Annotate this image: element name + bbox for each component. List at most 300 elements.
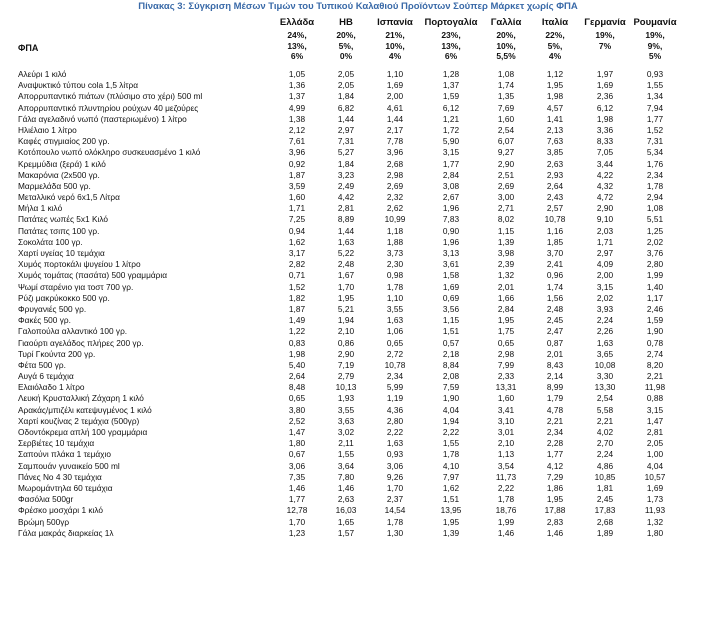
price-cell: 9,26 bbox=[386, 471, 404, 482]
price-cell: 1,32 bbox=[646, 516, 664, 527]
vat-rate: 20%, bbox=[336, 30, 356, 40]
price-cell: 1,85 bbox=[546, 236, 564, 247]
price-cell: 2,67 bbox=[442, 192, 460, 203]
price-cell: 6,12 bbox=[596, 102, 614, 113]
vat-rate: 19%, bbox=[595, 30, 615, 40]
price-cell: 4,61 bbox=[386, 102, 404, 113]
table-row bbox=[0, 427, 716, 438]
price-cell: 1,23 bbox=[288, 527, 306, 538]
price-cell: 1,77 bbox=[546, 449, 564, 460]
price-cell: 17,88 bbox=[544, 505, 566, 516]
price-cell: 13,31 bbox=[495, 382, 517, 393]
price-cell: 0,92 bbox=[288, 158, 306, 169]
table-row bbox=[0, 304, 716, 315]
table-row bbox=[0, 293, 716, 304]
price-cell: 2,97 bbox=[596, 248, 614, 258]
price-cell: 1,67 bbox=[337, 270, 355, 281]
price-cell: 1,78 bbox=[386, 516, 404, 527]
price-cell: 1,78 bbox=[442, 449, 460, 460]
price-cell: 4,04 bbox=[646, 460, 664, 471]
table-row bbox=[0, 214, 716, 225]
table-row bbox=[0, 393, 716, 404]
product-name: Φρέσκο μοσχάρι 1 κιλό bbox=[18, 505, 103, 516]
table-row bbox=[0, 103, 716, 114]
price-cell: 1,98 bbox=[596, 113, 614, 124]
price-cell: 1,41 bbox=[546, 113, 564, 124]
price-cell: 3,44 bbox=[596, 158, 614, 169]
price-cell: 2,00 bbox=[386, 91, 404, 102]
price-cell: 7,99 bbox=[497, 359, 515, 370]
country-header: Ισπανία bbox=[377, 17, 413, 28]
price-cell: 10,08 bbox=[594, 359, 616, 370]
price-cell: 1,77 bbox=[646, 113, 664, 124]
table-row bbox=[0, 226, 716, 237]
price-cell: 1,51 bbox=[442, 326, 460, 337]
price-cell: 3,65 bbox=[596, 348, 614, 359]
table-row bbox=[0, 360, 716, 371]
table-row bbox=[0, 69, 716, 80]
vat-rate: 13%, bbox=[441, 40, 461, 51]
price-cell: 7,63 bbox=[546, 136, 564, 147]
table-row bbox=[0, 338, 716, 349]
price-cell: 3,06 bbox=[288, 460, 306, 471]
price-cell: 1,95 bbox=[497, 315, 515, 326]
price-cell: 1,78 bbox=[386, 281, 404, 292]
price-cell: 2,43 bbox=[546, 192, 564, 203]
price-cell: 0,94 bbox=[288, 225, 306, 236]
product-name: Απορρυπαντικό πλυντηρίου ρούχων 40 μεζούρες bbox=[18, 102, 199, 113]
price-cell: 4,99 bbox=[288, 102, 306, 113]
vat-rate: 13%, bbox=[287, 40, 307, 51]
price-cell: 3,15 bbox=[596, 281, 614, 292]
price-cell: 1,84 bbox=[337, 91, 355, 102]
table-row bbox=[0, 494, 716, 505]
price-cell: 2,48 bbox=[337, 259, 355, 270]
price-cell: 1,47 bbox=[288, 427, 306, 437]
price-cell: 1,84 bbox=[337, 158, 355, 169]
price-cell: 2,97 bbox=[337, 124, 355, 135]
price-cell: 2,48 bbox=[546, 303, 564, 314]
price-cell: 2,34 bbox=[646, 169, 664, 180]
price-cell: 3,10 bbox=[497, 415, 515, 426]
product-name: Ηλιέλαιο 1 λίτρο bbox=[18, 124, 77, 135]
price-cell: 1,94 bbox=[337, 315, 355, 326]
price-cell: 3,02 bbox=[337, 427, 355, 437]
price-cell: 4,57 bbox=[546, 102, 564, 113]
product-name: Μακαρόνια (2x500 γρ. bbox=[18, 169, 100, 180]
price-cell: 2,05 bbox=[337, 80, 355, 91]
product-name: Αυγά 6 τεμάχια bbox=[18, 371, 74, 382]
price-cell: 1,80 bbox=[646, 527, 664, 538]
price-cell: 2,98 bbox=[386, 169, 404, 180]
price-cell: 1,69 bbox=[386, 80, 404, 91]
price-cell: 4,02 bbox=[596, 427, 614, 437]
product-name: Κοτόπουλο νωπό ολόκληρο συσκευασμένο 1 κιλό bbox=[18, 147, 201, 158]
price-cell: 1,98 bbox=[546, 91, 564, 102]
price-cell: 4,72 bbox=[596, 192, 614, 203]
price-cell: 2,70 bbox=[596, 438, 614, 449]
product-name: Γαλοπούλα αλλαντικό 100 γρ. bbox=[18, 326, 128, 337]
price-cell: 1,86 bbox=[546, 482, 564, 493]
price-cell: 2,90 bbox=[596, 203, 614, 214]
price-cell: 5,58 bbox=[596, 404, 614, 415]
price-cell: 2,22 bbox=[442, 427, 460, 437]
vat-rate: 0% bbox=[339, 51, 353, 61]
product-name: Πάνες Νο 4 30 τεμάχια bbox=[18, 471, 102, 482]
price-cell: 1,97 bbox=[596, 69, 614, 79]
price-cell: 3,93 bbox=[596, 303, 614, 314]
price-cell: 1,40 bbox=[646, 281, 664, 292]
table-row bbox=[0, 80, 716, 91]
price-cell: 2,68 bbox=[386, 158, 404, 169]
price-cell: 0,83 bbox=[288, 337, 306, 348]
price-cell: 6,82 bbox=[337, 102, 355, 113]
price-cell: 2,45 bbox=[596, 494, 614, 505]
price-cell: 2,52 bbox=[288, 415, 306, 426]
table-row bbox=[0, 91, 716, 102]
product-name: Μήλα 1 κιλό bbox=[18, 203, 63, 214]
price-cell: 8,84 bbox=[442, 359, 460, 370]
price-cell: 4,32 bbox=[596, 180, 614, 191]
price-cell: 2,45 bbox=[546, 315, 564, 326]
product-name: Φέτα 500 γρ. bbox=[18, 359, 66, 370]
price-cell: 2,03 bbox=[596, 225, 614, 236]
price-cell: 2,39 bbox=[497, 259, 515, 270]
price-cell: 1,46 bbox=[337, 482, 355, 493]
price-cell: 7,31 bbox=[646, 136, 664, 147]
price-cell: 1,73 bbox=[646, 494, 664, 505]
vat-rate: 9%, bbox=[647, 40, 663, 51]
table-row bbox=[0, 326, 716, 337]
price-cell: 2,68 bbox=[596, 516, 614, 527]
price-cell: 1,39 bbox=[442, 527, 460, 538]
price-cell: 3,85 bbox=[546, 147, 564, 158]
price-cell: 4,36 bbox=[386, 404, 404, 415]
price-cell: 2,41 bbox=[546, 259, 564, 270]
table-row bbox=[0, 315, 716, 326]
price-cell: 0,86 bbox=[337, 337, 355, 348]
price-cell: 7,05 bbox=[596, 147, 614, 158]
price-cell: 1,44 bbox=[386, 113, 404, 124]
price-cell: 2,63 bbox=[337, 494, 355, 505]
price-cell: 2,51 bbox=[497, 169, 515, 180]
price-cell: 5,34 bbox=[646, 147, 664, 158]
price-cell: 1,63 bbox=[596, 337, 614, 348]
price-cell: 1,69 bbox=[646, 482, 664, 493]
price-cell: 4,78 bbox=[546, 404, 564, 415]
price-cell: 7,69 bbox=[497, 102, 515, 113]
price-cell: 1,87 bbox=[288, 169, 306, 180]
price-cell: 1,80 bbox=[288, 438, 306, 449]
price-cell: 3,56 bbox=[442, 303, 460, 314]
price-cell: 1,75 bbox=[497, 326, 515, 337]
price-cell: 1,46 bbox=[288, 482, 306, 493]
price-cell: 1,63 bbox=[386, 438, 404, 449]
price-cell: 1,90 bbox=[646, 326, 664, 337]
table-row bbox=[0, 192, 716, 203]
price-cell: 1,77 bbox=[442, 158, 460, 169]
price-cell: 1,95 bbox=[337, 292, 355, 303]
price-cell: 1,58 bbox=[442, 270, 460, 281]
vat-rate: 23%, bbox=[441, 30, 461, 40]
price-cell: 5,90 bbox=[442, 136, 460, 147]
price-cell: 1,55 bbox=[337, 449, 355, 460]
price-cell: 4,86 bbox=[596, 460, 614, 471]
product-name: Χυμός τομάτας (πασάτα) 500 γραμμάρια bbox=[18, 270, 168, 281]
price-cell: 7,35 bbox=[288, 471, 306, 482]
table-row bbox=[0, 170, 716, 181]
vat-rate: 22%, bbox=[545, 30, 565, 40]
price-cell: 2,00 bbox=[596, 270, 614, 281]
product-name: Ρύζι μακρύκοκκο 500 γρ. bbox=[18, 292, 110, 303]
price-cell: 4,12 bbox=[546, 460, 564, 471]
price-cell: 1,46 bbox=[546, 527, 564, 538]
vat-rate: 24%, bbox=[287, 30, 307, 40]
price-cell: 3,64 bbox=[337, 460, 355, 471]
table-row bbox=[0, 505, 716, 516]
price-cell: 2,80 bbox=[646, 259, 664, 270]
product-name: Σαμπουάν γυναικείο 500 ml bbox=[18, 460, 120, 471]
price-cell: 3,76 bbox=[646, 248, 664, 258]
price-cell: 16,03 bbox=[335, 505, 357, 516]
price-cell: 1,79 bbox=[546, 393, 564, 404]
table-row bbox=[0, 382, 716, 393]
price-cell: 1,63 bbox=[386, 315, 404, 326]
country-header: Ρουμανία bbox=[633, 17, 677, 28]
product-name: Τυρί Γκούντα 200 γρ. bbox=[18, 348, 96, 359]
price-cell: 2,93 bbox=[546, 169, 564, 180]
price-cell: 1,57 bbox=[337, 527, 355, 538]
price-cell: 3,59 bbox=[288, 180, 306, 191]
price-cell: 1,70 bbox=[386, 482, 404, 493]
product-name: Χαρτί κουζίνας 2 τεμάχια (500γρ) bbox=[18, 415, 140, 426]
price-cell: 1,34 bbox=[646, 91, 664, 102]
price-cell: 1,08 bbox=[646, 203, 664, 214]
price-cell: 1,44 bbox=[337, 113, 355, 124]
table-row bbox=[0, 259, 716, 270]
price-cell: 1,47 bbox=[646, 415, 664, 426]
price-cell: 3,54 bbox=[497, 460, 515, 471]
price-cell: 7,31 bbox=[337, 136, 355, 147]
price-cell: 1,96 bbox=[442, 236, 460, 247]
table-row bbox=[0, 517, 716, 528]
price-cell: 5,22 bbox=[337, 248, 355, 258]
price-cell: 2,34 bbox=[386, 371, 404, 382]
price-cell: 3,61 bbox=[442, 259, 460, 270]
country-header: Ιταλία bbox=[541, 17, 569, 28]
price-cell: 3,41 bbox=[497, 404, 515, 415]
price-cell: 1,28 bbox=[442, 69, 460, 79]
price-cell: 11,98 bbox=[644, 382, 666, 393]
price-cell: 2,63 bbox=[546, 158, 564, 169]
price-cell: 2,10 bbox=[337, 326, 355, 337]
price-cell: 1,36 bbox=[288, 80, 306, 91]
price-cell: 1,05 bbox=[288, 69, 306, 79]
price-cell: 3,15 bbox=[442, 147, 460, 158]
vat-rate: 10%, bbox=[385, 40, 405, 51]
table-title: Πίνακας 3: Σύγκριση Μέσων Τιμών του Τυπικού Καλαθιού Προϊόντων Σούπερ Μάρκετ χωρίς ΦΠΑ bbox=[138, 1, 578, 12]
table-row bbox=[0, 114, 716, 125]
price-cell: 1,30 bbox=[386, 527, 404, 538]
price-cell: 2,98 bbox=[497, 348, 515, 359]
product-name: Γάλα μακράς διαρκείας 1λ bbox=[18, 527, 114, 538]
price-cell: 7,29 bbox=[546, 471, 564, 482]
table-row bbox=[0, 371, 716, 382]
price-cell: 2,94 bbox=[646, 192, 664, 203]
price-cell: 2,02 bbox=[596, 292, 614, 303]
product-name: Βρώμη 500γρ bbox=[18, 516, 70, 527]
price-cell: 3,00 bbox=[497, 192, 515, 203]
price-cell: 2,33 bbox=[497, 371, 515, 382]
table-row bbox=[0, 461, 716, 472]
product-name: Μαρμελάδα 500 γρ. bbox=[18, 180, 91, 191]
product-name: Κρεμμύδια (ξερά) 1 κιλό bbox=[18, 158, 106, 169]
price-cell: 2,81 bbox=[646, 427, 664, 437]
product-name: Μωρομάντηλα 60 τεμάχια bbox=[18, 482, 113, 493]
price-cell: 8,43 bbox=[546, 359, 564, 370]
price-cell: 3,13 bbox=[442, 248, 460, 258]
price-cell: 0,57 bbox=[442, 337, 460, 348]
vat-rate: 5% bbox=[648, 51, 662, 61]
country-header: Ελλάδα bbox=[279, 17, 315, 28]
price-cell: 2,69 bbox=[497, 180, 515, 191]
table-row bbox=[0, 282, 716, 293]
price-cell: 0,93 bbox=[646, 69, 664, 79]
price-cell: 2,83 bbox=[546, 516, 564, 527]
price-cell: 8,48 bbox=[288, 382, 306, 393]
price-cell: 1,13 bbox=[497, 449, 515, 460]
product-name: Γάλα αγελαδινό νωπό (παστεριωμένο) 1 λίτρο bbox=[18, 113, 187, 124]
price-cell: 2,18 bbox=[442, 348, 460, 359]
price-cell: 2,01 bbox=[497, 281, 515, 292]
price-cell: 7,83 bbox=[442, 214, 460, 225]
product-name: Πατάτες τσιπς 100 γρ. bbox=[18, 225, 100, 236]
price-cell: 2,01 bbox=[546, 348, 564, 359]
price-cell: 1,62 bbox=[442, 482, 460, 493]
price-cell: 6,12 bbox=[442, 102, 460, 113]
price-cell: 5,99 bbox=[386, 382, 404, 393]
price-cell: 1,74 bbox=[546, 281, 564, 292]
table-row bbox=[0, 472, 716, 483]
price-cell: 1,15 bbox=[442, 315, 460, 326]
price-cell: 7,80 bbox=[337, 471, 355, 482]
price-cell: 2,34 bbox=[546, 427, 564, 437]
vat-rate: 10%, bbox=[496, 40, 516, 51]
table-row bbox=[0, 405, 716, 416]
price-cell: 1,87 bbox=[288, 303, 306, 314]
table-row bbox=[0, 159, 716, 170]
price-cell: 4,04 bbox=[442, 404, 460, 415]
price-cell: 1,70 bbox=[337, 281, 355, 292]
price-cell: 0,90 bbox=[442, 225, 460, 236]
price-cell: 1,96 bbox=[442, 203, 460, 214]
price-cell: 1,55 bbox=[442, 438, 460, 449]
price-cell: 2,82 bbox=[288, 259, 306, 270]
product-name: Πατάτες νωπές 5x1 Κιλό bbox=[18, 214, 108, 225]
price-cell: 3,55 bbox=[386, 303, 404, 314]
price-cell: 2,30 bbox=[386, 259, 404, 270]
price-cell: 0,69 bbox=[442, 292, 460, 303]
price-cell: 3,73 bbox=[386, 248, 404, 258]
price-cell: 0,65 bbox=[386, 337, 404, 348]
table-row bbox=[0, 349, 716, 360]
price-cell: 1,37 bbox=[288, 91, 306, 102]
price-cell: 1,95 bbox=[546, 80, 564, 91]
table-row bbox=[0, 125, 716, 136]
price-cell: 13,30 bbox=[594, 382, 616, 393]
price-cell: 2,21 bbox=[596, 415, 614, 426]
price-cell: 2,21 bbox=[546, 415, 564, 426]
product-name: Φασόλια 500gr bbox=[18, 494, 74, 505]
price-cell: 3,08 bbox=[442, 180, 460, 191]
price-cell: 0,96 bbox=[546, 270, 564, 281]
country-header: ΗΒ bbox=[339, 17, 353, 28]
price-cell: 2,22 bbox=[497, 482, 515, 493]
table-row bbox=[0, 416, 716, 427]
table-row bbox=[0, 237, 716, 248]
price-cell: 8,99 bbox=[546, 382, 564, 393]
price-cell: 2,62 bbox=[386, 203, 404, 214]
price-cell: 1,70 bbox=[288, 516, 306, 527]
price-cell: 0,98 bbox=[386, 270, 404, 281]
price-cell: 0,78 bbox=[646, 337, 664, 348]
price-cell: 7,94 bbox=[646, 102, 664, 113]
price-cell: 1,44 bbox=[337, 225, 355, 236]
price-cell: 1,32 bbox=[497, 270, 515, 281]
product-name: Μεταλλικό νερό 6x1,5 Λίτρα bbox=[18, 192, 120, 203]
product-name: Απορρυπαντικό πιάτων (πλύσιμο στο χέρι) 500 ml bbox=[18, 91, 203, 102]
price-cell: 2,17 bbox=[386, 124, 404, 135]
vat-rate: 19%, bbox=[645, 30, 665, 40]
price-cell: 1,62 bbox=[288, 236, 306, 247]
price-cell: 2,14 bbox=[546, 371, 564, 382]
price-cell: 1,49 bbox=[288, 315, 306, 326]
price-table bbox=[0, 69, 716, 539]
price-cell: 1,98 bbox=[288, 348, 306, 359]
price-cell: 1,21 bbox=[442, 113, 460, 124]
table-row bbox=[0, 483, 716, 494]
price-cell: 5,40 bbox=[288, 359, 306, 370]
price-cell: 1,18 bbox=[386, 225, 404, 236]
product-name: Αναψυκτικό τύπου cola 1,5 λίτρα bbox=[18, 80, 139, 91]
vat-rate: 5%, bbox=[338, 40, 354, 51]
price-cell: 1,72 bbox=[442, 124, 460, 135]
price-cell: 2,64 bbox=[288, 371, 306, 382]
price-cell: 2,21 bbox=[646, 371, 664, 382]
price-cell: 11,73 bbox=[495, 471, 517, 482]
price-cell: 7,61 bbox=[288, 136, 306, 147]
price-cell: 2,10 bbox=[497, 438, 515, 449]
price-cell: 1,59 bbox=[442, 91, 460, 102]
price-cell: 8,02 bbox=[497, 214, 515, 225]
vat-rate: 20%, bbox=[496, 30, 516, 40]
product-name: Σοκολάτα 100 γρ. bbox=[18, 236, 83, 247]
vat-rate: 6% bbox=[290, 51, 304, 61]
price-cell: 1,06 bbox=[386, 326, 404, 337]
price-cell: 3,96 bbox=[288, 147, 306, 158]
price-cell: 1,60 bbox=[288, 192, 306, 203]
price-cell: 2,69 bbox=[386, 180, 404, 191]
price-cell: 2,49 bbox=[337, 180, 355, 191]
price-cell: 1,99 bbox=[497, 516, 515, 527]
vat-rate: 4% bbox=[388, 51, 402, 61]
product-name: Καφές στιγμιαίος 200 γρ. bbox=[18, 136, 110, 147]
price-cell: 2,36 bbox=[596, 91, 614, 102]
price-cell: 1,69 bbox=[442, 281, 460, 292]
price-cell: 1,00 bbox=[646, 449, 664, 460]
price-cell: 2,28 bbox=[546, 438, 564, 449]
price-cell: 4,42 bbox=[337, 192, 355, 203]
